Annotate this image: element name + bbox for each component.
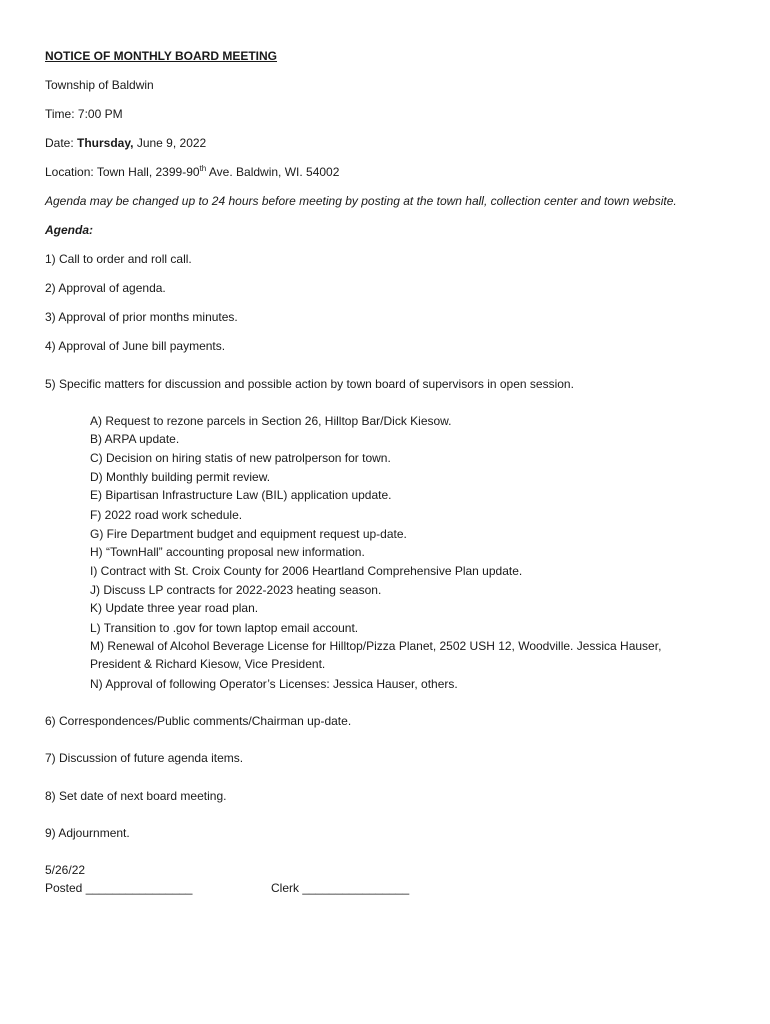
sub-item-e: E) Bipartisan Infrastructure Law (BIL) application update. [90, 488, 392, 502]
sub-item-d: D) Monthly building permit review. [90, 470, 271, 484]
agenda-item-9: 9) Adjournment. [45, 826, 130, 840]
agenda-item-8: 8) Set date of next board meeting. [45, 789, 227, 803]
sub-item-c: C) Decision on hiring statis of new patrolperson for town. [90, 451, 391, 465]
location-superscript: th [199, 164, 207, 173]
posting-date: 5/26/22 [45, 863, 86, 877]
township-name: Township of Baldwin [45, 78, 154, 92]
agenda-item-2: 2) Approval of agenda. [45, 281, 166, 295]
location-main: Location: Town Hall, 2399-90 [45, 165, 200, 179]
meeting-time: Time: 7:00 PM [45, 107, 123, 121]
sub-item-j: J) Discuss LP contracts for 2022-2023 heating season. [90, 583, 382, 597]
notice-title: NOTICE OF MONTHLY BOARD MEETING [45, 49, 278, 63]
posted-signature-line: Posted ________________ [45, 881, 193, 895]
date-label: Date: [45, 136, 78, 150]
agenda-item-3: 3) Approval of prior months minutes. [45, 310, 238, 324]
agenda-disclaimer: Agenda may be changed up to 24 hours before meeting by posting at the town hall, collection center and town website. [45, 194, 677, 208]
agenda-heading: Agenda: [45, 223, 93, 237]
sub-item-a: A) Request to rezone parcels in Section 26, Hilltop Bar/Dick Kiesow. [90, 414, 452, 428]
sub-item-k: K) Update three year road plan. [90, 601, 259, 615]
meeting-date [45, 136, 206, 150]
meeting-location [45, 165, 339, 179]
sub-item-m-line1: M) Renewal of Alcohol Beverage License for Hilltop/Pizza Planet, 2502 USH 12, Woodville. Jessica Hauser, [90, 639, 662, 653]
agenda-item-6: 6) Correspondences/Public comments/Chairman up-date. [45, 714, 352, 728]
date-day: Thursday, [77, 136, 134, 150]
agenda-item-7: 7) Discussion of future agenda items. [45, 751, 244, 765]
sub-item-m-line2: President & Richard Kiesow, Vice President. [90, 657, 326, 671]
clerk-signature-line: Clerk ________________ [271, 881, 410, 895]
sub-item-l: L) Transition to .gov for town laptop email account. [90, 621, 359, 635]
date-value: June 9, 2022 [133, 136, 207, 150]
sub-item-h: H) “TownHall” accounting proposal new information. [90, 545, 365, 559]
sub-item-n: N) Approval of following Operator’s Licenses: Jessica Hauser, others. [90, 677, 458, 691]
sub-item-i: I) Contract with St. Croix County for 2006 Heartland Comprehensive Plan update. [90, 564, 523, 578]
agenda-item-4: 4) Approval of June bill payments. [45, 339, 226, 353]
sub-item-g: G) Fire Department budget and equipment request up-date. [90, 527, 407, 541]
sub-item-f: F) 2022 road work schedule. [90, 508, 243, 522]
sub-item-b: B) ARPA update. [90, 432, 180, 446]
agenda-item-1: 1) Call to order and roll call. [45, 252, 192, 266]
location-rest: Ave. Baldwin, WI. 54002 [206, 165, 340, 179]
agenda-item-5: 5) Specific matters for discussion and possible action by town board of supervisors in open session. [45, 377, 574, 391]
